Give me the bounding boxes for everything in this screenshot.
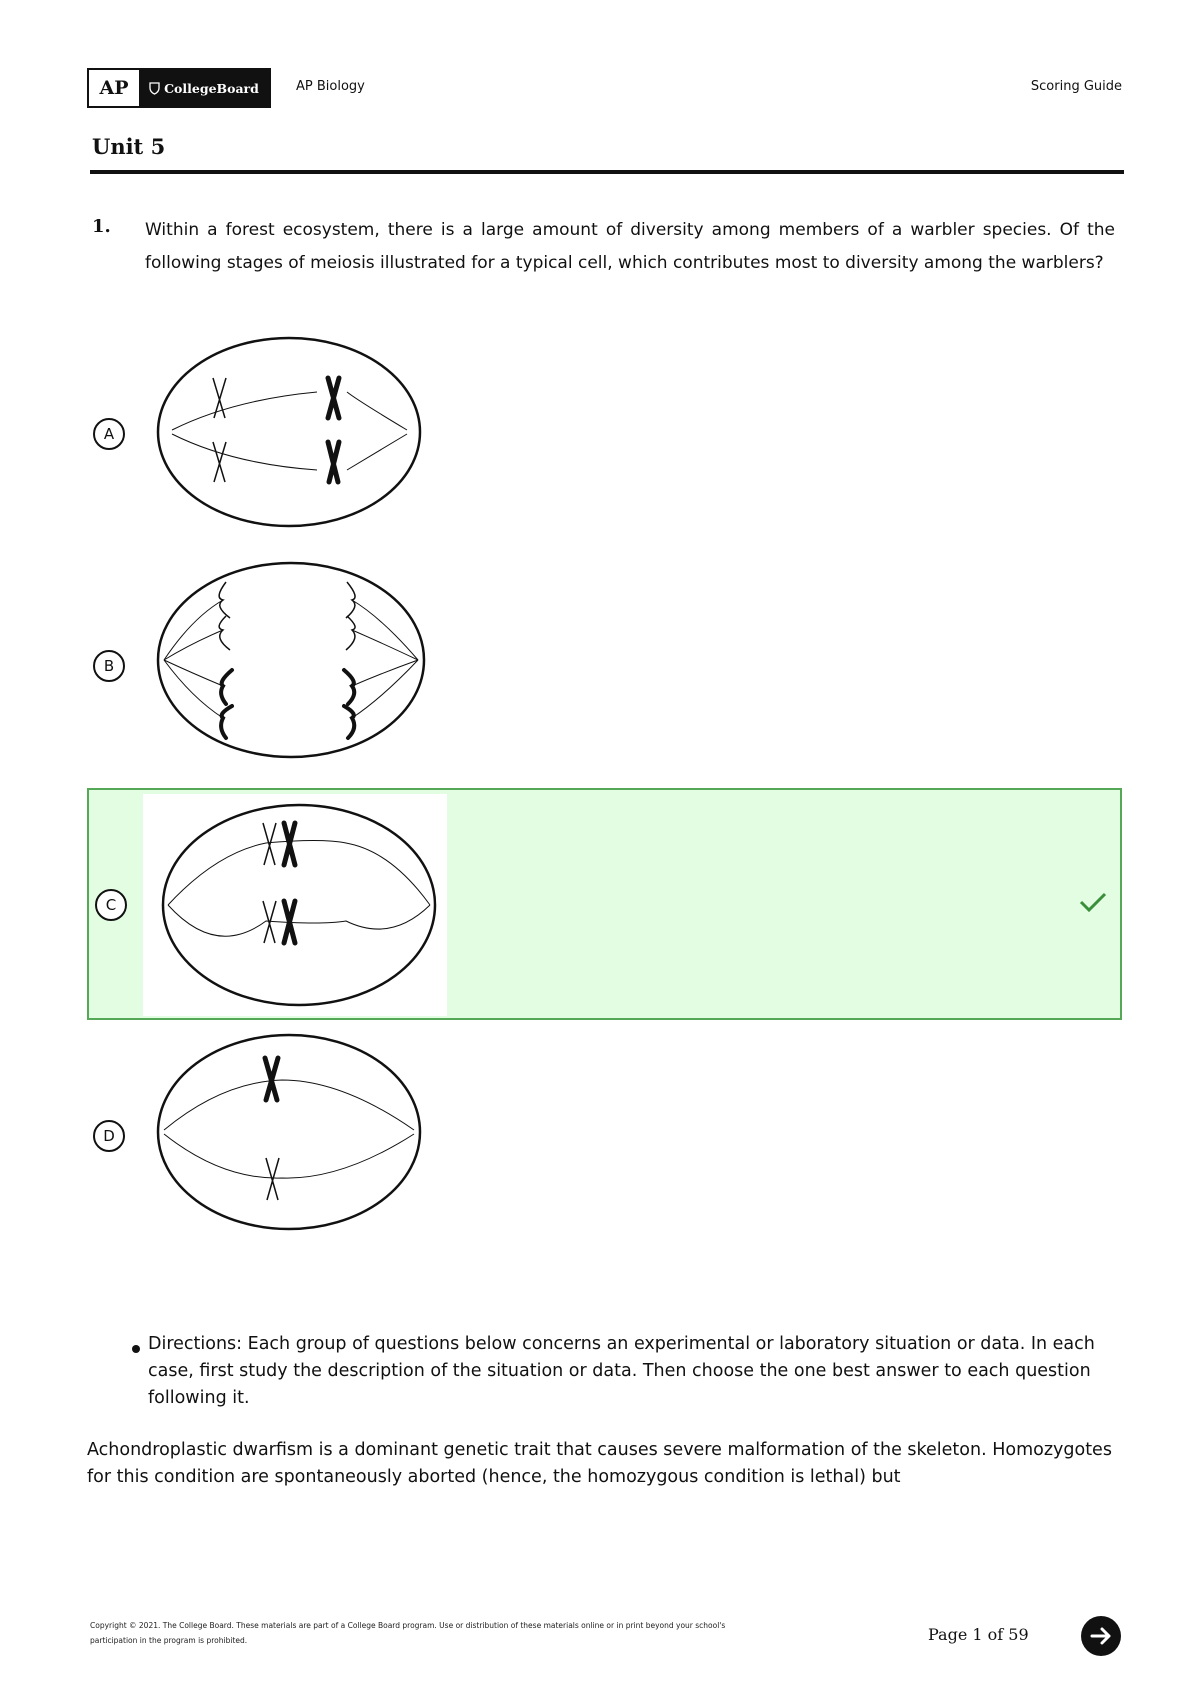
- ap-logo-text: AP: [89, 70, 139, 106]
- answer-option-d[interactable]: [87, 1030, 1122, 1235]
- question-text: Within a forest ecosystem, there is a large amount of diversity among members of a warbler species. Of the following stages of meiosis illustrated for a typical cell, which contributes most to diversity among the warblers?: [145, 220, 1115, 273]
- collegeboard-logo-text: CollegeBoard: [164, 80, 259, 96]
- directions-text: Directions: Each group of questions below concerns an experimental or laboratory situation or data. In each case, first study the description of the situation or data. Then choose the one best answer to each question following it.: [148, 1334, 1095, 1408]
- option-letter-d: D: [93, 1120, 125, 1152]
- header-divider: [90, 170, 1124, 174]
- cell-diagram-b: [142, 558, 452, 763]
- question-number: 1.: [92, 216, 111, 237]
- option-letter-a: A: [93, 418, 125, 450]
- page-indicator: Page 1 of 59: [928, 1625, 1029, 1644]
- passage-text: Achondroplastic dwarfism is a dominant genetic trait that causes severe malformation of the skeleton. Homozygotes for this condition are spontaneously aborted (hence, the homozygous condition is lethal) but: [87, 1440, 1112, 1487]
- answer-option-a[interactable]: [87, 330, 1122, 535]
- collegeboard-shield-icon: [149, 82, 160, 95]
- option-letter-b: B: [93, 650, 125, 682]
- scoring-guide-label: Scoring Guide: [1030, 79, 1122, 94]
- collegeboard-logo: [139, 70, 269, 106]
- cell-diagram-c: [146, 793, 456, 1018]
- cell-diagram-d: [142, 1030, 452, 1235]
- checkmark-icon: [1078, 890, 1108, 914]
- answer-option-b[interactable]: [87, 558, 1122, 763]
- ap-collegeboard-logo: [87, 68, 271, 108]
- directions-bullet: [132, 1345, 140, 1353]
- cell-diagram-a: [142, 330, 452, 535]
- option-letter-c: C: [95, 889, 127, 921]
- answer-option-c[interactable]: [87, 788, 1122, 1020]
- copyright-notice: Copyright © 2021. The College Board. These materials are part of a College Board program. Use or distribution of these materials online or in print beyond your school's participation in the program is prohibited.: [90, 1621, 726, 1645]
- unit-title: Unit 5: [92, 134, 166, 159]
- next-page-button[interactable]: [1081, 1616, 1121, 1656]
- arrow-right-icon: [1088, 1623, 1114, 1649]
- subject-label: AP Biology: [296, 79, 365, 94]
